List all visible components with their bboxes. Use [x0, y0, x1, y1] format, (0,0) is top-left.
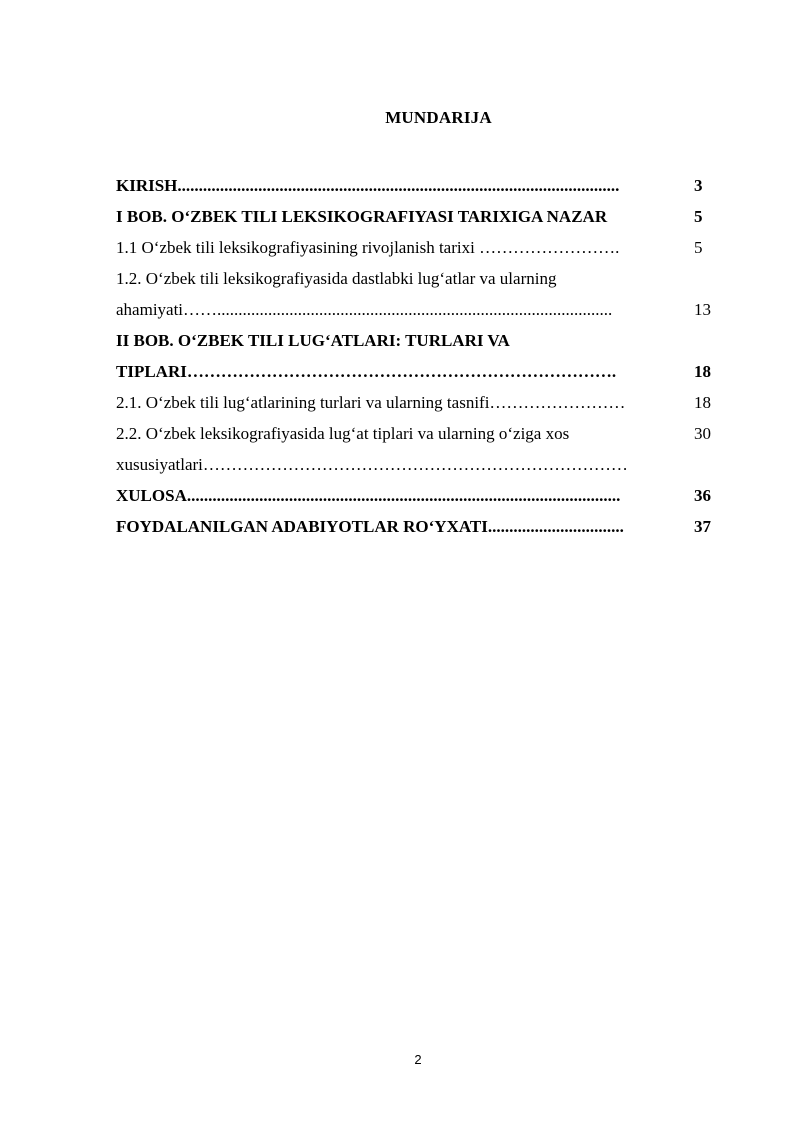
toc-entry-page: 18 [694, 393, 711, 412]
toc-entry-page: 3 [694, 176, 703, 195]
toc-entry [116, 387, 716, 418]
toc-entry [116, 325, 716, 356]
toc-entry [116, 263, 716, 294]
toc-entry-page: 5 [694, 207, 703, 226]
toc-entry [116, 418, 716, 449]
toc-entry-page: 5 [694, 238, 703, 257]
page-number: 2 [414, 1052, 422, 1067]
toc-entry [116, 480, 716, 511]
toc-entry [116, 201, 716, 232]
toc-entry-text: FOYDALANILGAN ADABIYOTLAR RO‘YXATI................................ [116, 517, 624, 536]
toc-entry [116, 449, 716, 480]
toc-entry-page: 30 [694, 424, 711, 443]
toc-entry-page: 18 [694, 362, 711, 381]
toc-entry-text: 1.1 O‘zbek tili leksikografiyasining rivojlanish tarixi ……………………. [116, 238, 620, 257]
toc-entry-text: TIPLARI…………………………………………………………………. [116, 362, 617, 381]
toc-entry-text: I BOB. O‘ZBEK TILI LEKSIKOGRAFIYASI TARIXIGA NAZAR [116, 207, 608, 226]
toc-entry [116, 294, 716, 325]
table-of-contents [116, 170, 716, 542]
toc-entry [116, 511, 716, 542]
toc-entry-page: 13 [694, 300, 711, 319]
toc-entry [116, 170, 716, 201]
toc-entry-text: II BOB. O‘ZBEK TILI LUG‘ATLARI: TURLARI VA [116, 331, 510, 350]
toc-entry-page: 36 [694, 486, 711, 505]
toc-entry-text: 1.2. O‘zbek tili leksikografiyasida dastlabki lug‘atlar va ularning [116, 269, 557, 288]
toc-entry-text: KIRISH........................................................................................................ [116, 176, 620, 195]
toc-entry-page: 37 [694, 517, 711, 536]
toc-entry-text: xususiyatlari………………………………………………………………… [116, 455, 628, 474]
toc-entry-text: 2.2. O‘zbek leksikografiyasida lug‘at tiplari va ularning o‘ziga xos [116, 424, 570, 443]
toc-entry-text: ahamiyati……............................................................................................. [116, 300, 613, 319]
toc-title: MUNDARIJA [385, 108, 492, 127]
toc-entry-text: 2.1. O‘zbek tili lug‘atlarining turlari va ularning tasnifi…………………… [116, 393, 626, 412]
toc-entry-text: XULOSA...................................................................................................... [116, 486, 621, 505]
toc-entry [116, 232, 716, 263]
toc-entry [116, 356, 716, 387]
